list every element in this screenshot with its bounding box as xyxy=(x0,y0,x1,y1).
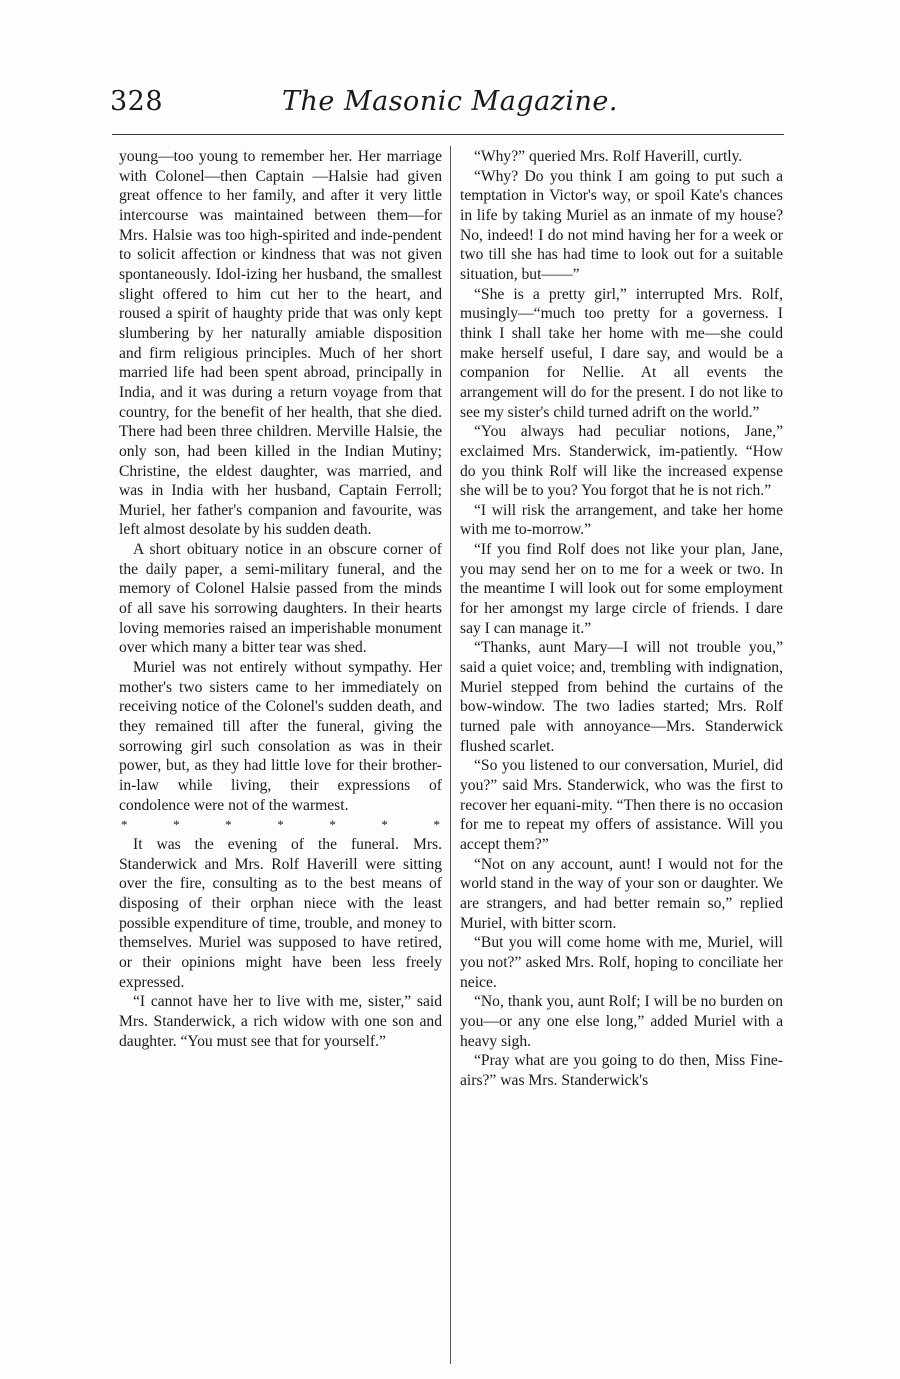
paragraph: “So you listened to our conversation, Muriel, did you?” said Mrs. Standerwick, who was the first to recover her equani-mity. “Then there is no occasion for me to repeat my offers of assistance. Will you accept them?” xyxy=(460,757,783,853)
paragraph: “Pray what are you going to do then, Miss Fine-airs?” was Mrs. Standerwick's xyxy=(460,1052,783,1089)
paragraph: “Not on any account, aunt! I would not for the world stand in the way of your son or daughter. We are strangers, and had better remain so,” replied Muriel, with bitter scorn. xyxy=(460,855,783,932)
paragraph: young—too young to remember her. Her marriage with Colonel—then Captain —Halsie had given great offence to her family, and after it very little intercourse was maintained between them—for Mrs. Halsie was too high-spirited and inde-pendent to solicit affection or kindness that was not given spontaneously. Idol-izing her husband, the smallest slight offered to him cut her to the heart, and roused a spirit of haughty pride that was only kept slumbering by her naturally amiable disposition and firm religious principles. Much of her short married life had been spent abroad, principally in India, and it was during a return voyage from that country, for the benefit of her health, that she died. There had been three children. Merville Halsie, the only son, had been killed in the Indian Mutiny; Christine, the eldest daughter, was married, and was in India with her husband, Captain Ferroll; Muriel, her father's companion and favourite, was left almost desolate by his sudden death. xyxy=(119,148,442,539)
asterisk: * xyxy=(381,817,388,833)
page-number: 328 xyxy=(110,86,164,117)
asterisk: * xyxy=(121,817,128,833)
asterisk: * xyxy=(433,817,440,833)
paragraph: “I will risk the arrangement, and take her home with me to-morrow.” xyxy=(460,501,783,539)
column-rule xyxy=(450,146,451,1364)
asterisk: * xyxy=(277,817,284,833)
right-column xyxy=(460,147,783,1091)
paragraph: “Why? Do you think I am going to put such a temptation in Victor's way, or spoil Kate's chances in life by taking Muriel as an inmate of my house? No, indeed! I do not mind having her for a week or two till she has had time to look out for a suitable situation, but——” xyxy=(460,167,783,283)
section-break xyxy=(119,815,442,835)
asterisk: * xyxy=(225,817,232,833)
header-rule xyxy=(112,134,784,135)
paragraph: “No, thank you, aunt Rolf; I will be no burden on you—or any one else long,” added Muriel with a heavy sigh. xyxy=(460,993,783,1050)
running-title: The Masonic Magazine. xyxy=(282,86,618,117)
paragraph: It was the evening of the funeral. Mrs. Standerwick and Mrs. Rolf Haverill were sitting over the fire, consulting as to the best means of disposing of their orphan niece with the least possible expenditure of time, trouble, and money to themselves. Muriel was supposed to have retired, or their opinions might have been less freely expressed. xyxy=(119,835,442,991)
left-column xyxy=(119,147,442,1051)
paragraph: “I cannot have her to live with me, sister,” said Mrs. Standerwick, a rich widow with one son and daughter. “You must see that for yourself.” xyxy=(119,993,442,1050)
paragraph: A short obituary notice in an obscure corner of the daily paper, a semi-military funeral, and the memory of Colonel Halsie passed from the minds of all save his sorrowing daughters. In their hearts loving memories raised an imperishable monument over which many a bitter tear was shed. xyxy=(119,541,442,657)
paragraph: “She is a pretty girl,” interrupted Mrs. Rolf, musingly—“much too pretty for a governess. I think I shall take her home with me—she could make herself useful, I dare say, and would be a companion for Nellie. At all events the arrangement will do for the present. I do not like to see my sister's child turned adrift on the world.” xyxy=(460,285,783,421)
paragraph: “You always had peculiar notions, Jane,” exclaimed Mrs. Standerwick, im-patiently. “How do you think Rolf will like the increased expense she will be to you? You forgot that he is not rich.” xyxy=(460,423,783,500)
paragraph: “Thanks, aunt Mary—I will not trouble you,” said a quiet voice; and, trembling with indignation, Muriel stepped from behind the curtains of the bow-window. The two ladies started; Mrs. Rolf turned pale with annoyance—Mrs. Standerwick flushed scarlet. xyxy=(460,639,783,755)
asterisk: * xyxy=(329,817,336,833)
asterisk: * xyxy=(173,817,180,833)
paragraph: “Why?” queried Mrs. Rolf Haverill, curtly. xyxy=(474,148,743,165)
paragraph: “But you will come home with me, Muriel, will you not?” asked Mrs. Rolf, hoping to conciliate her neice. xyxy=(460,934,783,991)
paragraph: Muriel was not entirely without sympathy. Her mother's two sisters came to her immediately on receiving notice of the Colonel's sudden death, and they remained till after the funeral, giving the sorrowing girl such consolation as was in their power, but, as they had little love for their brother-in-law while living, their expressions of condolence were not of the warmest. xyxy=(119,659,442,814)
paragraph: “If you find Rolf does not like your plan, Jane, you may send her on to me for a week or two. In the meantime I will look out for some employment for her amongst my large circle of friends. I dare say I can manage it.” xyxy=(460,541,783,637)
